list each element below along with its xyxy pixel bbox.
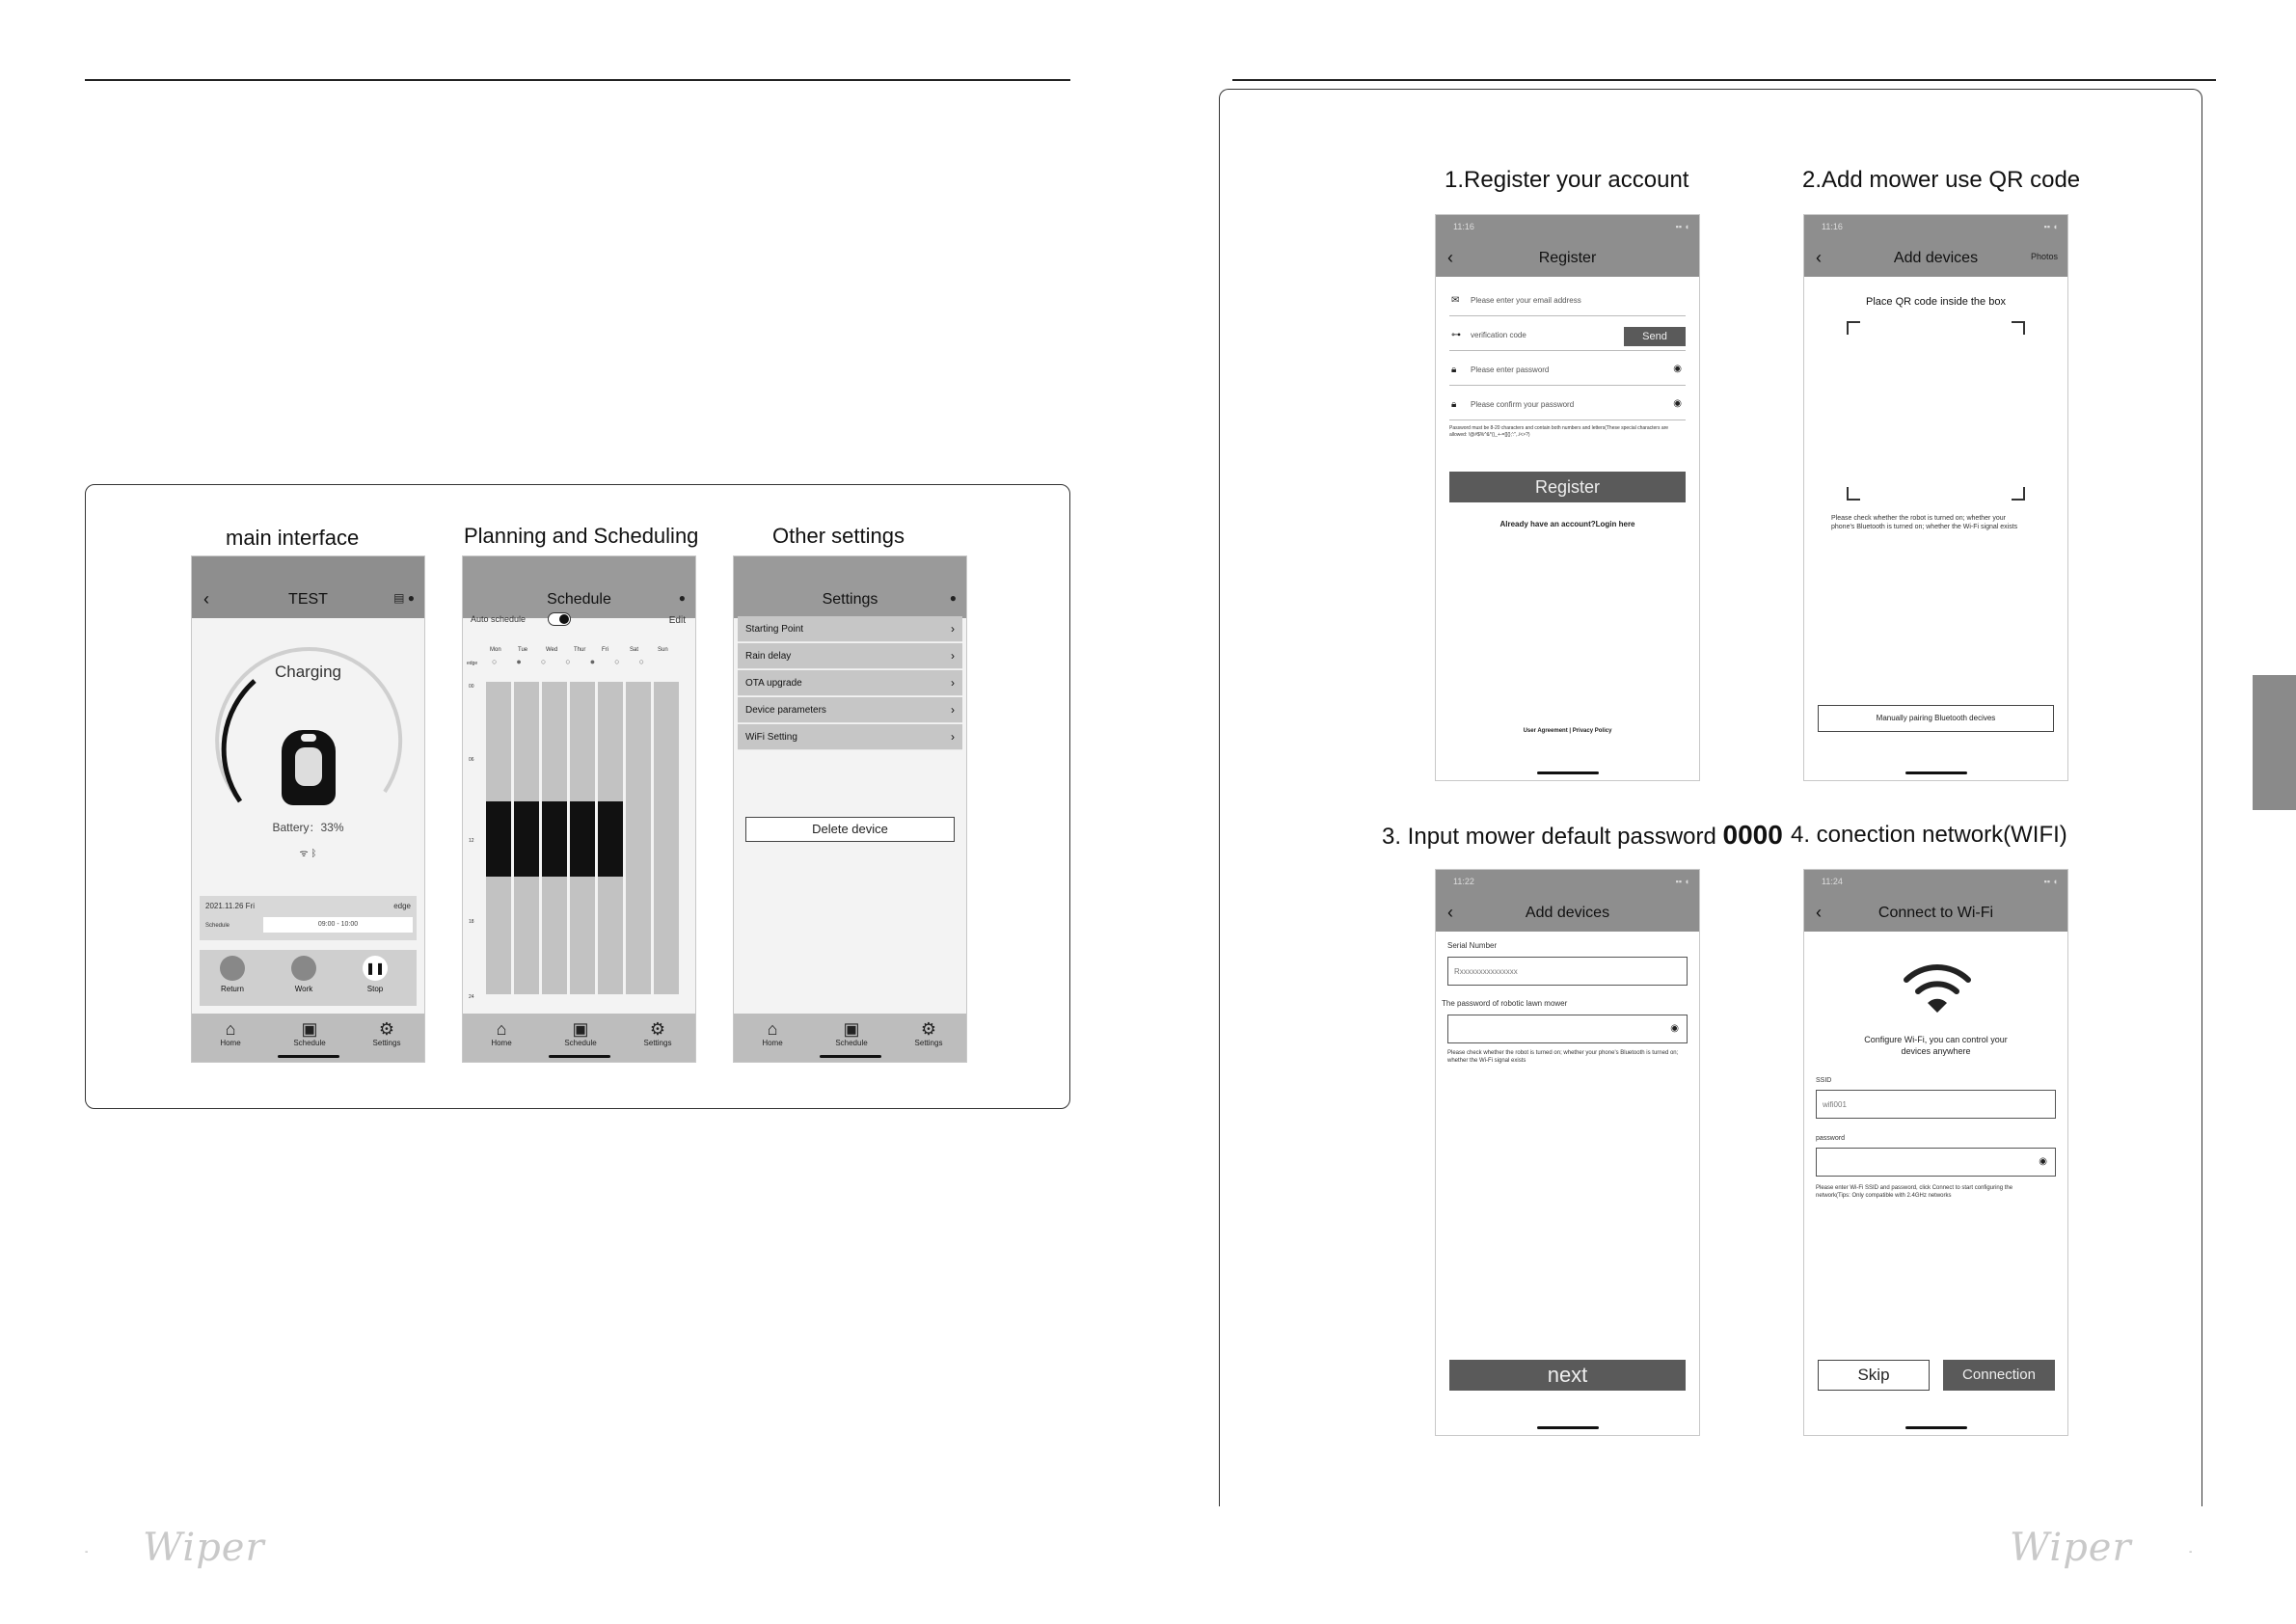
- schedule-label: Schedule: [205, 923, 230, 929]
- charging-status: Charging: [275, 663, 341, 681]
- ssid-label: SSID: [1816, 1077, 1832, 1084]
- hour-18: 18: [469, 919, 474, 925]
- delete-device-button[interactable]: Delete device: [745, 817, 955, 842]
- auto-schedule-toggle[interactable]: [548, 612, 571, 626]
- eye-icon[interactable]: ◉: [1670, 1023, 1679, 1034]
- schedule-column-fri[interactable]: [598, 682, 623, 994]
- lock-icon: 🔒︎: [1451, 399, 1457, 410]
- skip-button[interactable]: Skip: [1818, 1360, 1930, 1391]
- home-indicator: [1537, 1426, 1599, 1429]
- tab-settings[interactable]: ⚙ Settings: [900, 1019, 958, 1047]
- connection-button[interactable]: Connection: [1943, 1360, 2055, 1391]
- qr-frame-corner: [2012, 487, 2025, 501]
- action-bar: [200, 950, 417, 1006]
- phone-schedule: [462, 555, 696, 1063]
- add-device-hint: Please check whether the robot is turned on; whether your phone's Bluetooth is turned on; whether the Wi-Fi signal exists: [1447, 1050, 1679, 1064]
- verification-code-field[interactable]: ⊶ verification code Send: [1449, 321, 1686, 351]
- chevron-right-icon: ›: [951, 730, 955, 744]
- caption-step-3-text: 3. Input mower default password: [1382, 824, 1716, 850]
- phone-settings: [733, 555, 967, 1063]
- key-icon: ⊶: [1451, 330, 1461, 340]
- tab-home[interactable]: ⌂ Home: [743, 1019, 801, 1047]
- next-button[interactable]: next: [1449, 1360, 1686, 1391]
- section-tab-marker: [2253, 675, 2296, 810]
- day-wed: Wed: [546, 647, 558, 653]
- status-bar: [734, 556, 966, 583]
- schedule-time[interactable]: 09:00 - 10:00: [263, 917, 413, 933]
- home-icon: ⌂: [225, 1019, 236, 1039]
- device-title: TEST: [288, 591, 328, 608]
- tab-schedule[interactable]: ▣ Schedule: [552, 1019, 609, 1047]
- schedule-column-sat[interactable]: [626, 682, 651, 994]
- app-header: [1804, 242, 2067, 277]
- left-page-number: -: [85, 1547, 89, 1557]
- back-icon[interactable]: ‹: [1447, 248, 1453, 267]
- day-sat: Sat: [630, 647, 639, 653]
- auto-schedule-label: Auto schedule: [471, 614, 527, 624]
- tab-bar: [463, 1014, 695, 1062]
- work-label: Work: [294, 985, 313, 993]
- home-indicator: [820, 1055, 881, 1058]
- tab-home[interactable]: ⌂ Home: [473, 1019, 530, 1047]
- setting-wifi[interactable]: WiFi Setting ›: [738, 724, 962, 750]
- status-bar: 11:16 ▪▪ ◖: [1436, 215, 1699, 242]
- status-time: 11:16: [1453, 222, 1474, 231]
- home-indicator: [549, 1055, 610, 1058]
- home-indicator: [278, 1055, 339, 1058]
- caption-step-2: 2.Add mower use QR code: [1802, 167, 2081, 193]
- home-indicator: [1905, 771, 1967, 774]
- schedule-column-mon[interactable]: [486, 682, 511, 994]
- back-icon[interactable]: ‹: [1816, 248, 1822, 267]
- confirm-password-field[interactable]: 🔒︎ Please confirm your password ◉: [1449, 391, 1686, 420]
- default-password-value: 0000: [1722, 820, 1783, 850]
- caption-step-1: 1.Register your account: [1445, 167, 1689, 193]
- tab-settings[interactable]: ⚙ Settings: [358, 1019, 416, 1047]
- left-header-rule: [85, 79, 1070, 81]
- schedule-mode: edge: [393, 902, 411, 910]
- status-bar: 11:22 ▪▪ ◖: [1436, 870, 1699, 897]
- status-bar: 11:24 ▪▪ ◖: [1804, 870, 2067, 897]
- wifi-password-input[interactable]: [1816, 1148, 2056, 1177]
- work-button[interactable]: [284, 956, 323, 993]
- app-header: [1804, 897, 2067, 932]
- schedule-column-tue[interactable]: [514, 682, 539, 994]
- home-icon: ⌂: [496, 1019, 507, 1039]
- serial-number-input[interactable]: Rxxxxxxxxxxxxxxx: [1447, 957, 1688, 986]
- login-link[interactable]: Already have an account?Login here: [1499, 520, 1635, 528]
- privacy-policy-link[interactable]: Privacy Policy: [1572, 728, 1612, 734]
- back-icon[interactable]: ‹: [203, 589, 209, 609]
- app-header: [463, 583, 695, 618]
- user-agreement-link[interactable]: User Agreement: [1523, 728, 1568, 734]
- edit-link[interactable]: Edit: [668, 615, 686, 626]
- return-icon: [220, 956, 245, 981]
- lock-icon: 🔒︎: [1451, 365, 1457, 375]
- chevron-right-icon: ›: [951, 703, 955, 717]
- left-logo: Wiper: [143, 1526, 265, 1570]
- eye-icon[interactable]: ◉: [1673, 398, 1682, 409]
- chevron-right-icon: ›: [951, 649, 955, 663]
- caption-planning-scheduling: Planning and Scheduling: [464, 524, 699, 548]
- caption-other-settings: Other settings: [772, 524, 905, 548]
- caption-step-3: [1382, 820, 1783, 851]
- email-icon: ✉: [1451, 295, 1460, 306]
- hour-00: 00: [469, 684, 474, 690]
- status-time: 11:24: [1822, 877, 1843, 886]
- setting-starting-point[interactable]: Starting Point ›: [738, 616, 962, 642]
- home-indicator: [1537, 771, 1599, 774]
- battery-level: Battery：33%: [272, 821, 344, 834]
- tab-bar: [734, 1014, 966, 1062]
- app-header: [192, 583, 424, 618]
- mower-password-input[interactable]: [1447, 1015, 1688, 1043]
- phone-register: [1435, 214, 1700, 781]
- gear-icon: ⚙: [378, 1019, 395, 1039]
- day-mon: Mon: [490, 647, 501, 653]
- return-label: Return: [220, 985, 244, 993]
- home-icon: ⌂: [767, 1019, 778, 1039]
- status-bar: 11:16 ▪▪ ◖: [1804, 215, 2067, 242]
- day-tue: Tue: [518, 647, 528, 653]
- qr-frame-corner: [1847, 321, 1860, 335]
- mower-icon: [282, 730, 336, 805]
- app-header: [734, 583, 966, 618]
- wifi-bluetooth-icons: ᯤ ᛒ: [299, 849, 317, 859]
- phone-main-interface: [191, 555, 425, 1063]
- tab-schedule[interactable]: ▣ Schedule: [823, 1019, 880, 1047]
- photos-link[interactable]: Photos: [2030, 252, 2058, 261]
- status-bar: [463, 556, 695, 583]
- schedule-column-sun[interactable]: [654, 682, 679, 994]
- gear-icon: ⚙: [920, 1019, 937, 1039]
- register-title: Register: [1538, 250, 1597, 266]
- status-time: 11:16: [1822, 222, 1843, 231]
- hour-12: 12: [469, 838, 474, 844]
- help-icon[interactable]: ●: [678, 591, 686, 605]
- caption-step-4: 4. conection network(WIFI): [1791, 822, 2067, 848]
- setting-device-parameters[interactable]: Device parameters ›: [738, 697, 962, 723]
- day-sun: Sun: [658, 647, 668, 653]
- phone-qr-scan: [1803, 214, 2068, 781]
- password-field[interactable]: 🔒︎ Please enter password ◉: [1449, 356, 1686, 386]
- ssid-input[interactable]: wifi001: [1816, 1090, 2056, 1119]
- mower-password-label: The password of robotic lawn mower: [1442, 999, 1568, 1008]
- eye-icon[interactable]: ◉: [1673, 364, 1682, 374]
- setting-ota-upgrade[interactable]: OTA upgrade ›: [738, 670, 962, 696]
- phone-add-devices: [1435, 869, 1700, 1436]
- schedule-column-wed[interactable]: [542, 682, 567, 994]
- app-header: [1436, 897, 1699, 932]
- calendar-icon: ▣: [572, 1019, 589, 1039]
- tab-schedule[interactable]: ▣ Schedule: [281, 1019, 338, 1047]
- work-icon: [291, 956, 316, 981]
- setting-rain-delay[interactable]: Rain delay ›: [738, 643, 962, 669]
- right-header-rule: [1232, 79, 2216, 81]
- right-logo: Wiper: [2010, 1526, 2132, 1570]
- email-field[interactable]: ✉ Please enter your email address: [1449, 286, 1686, 316]
- calendar-icon: ▣: [843, 1019, 860, 1039]
- settings-title: Settings: [822, 591, 878, 608]
- back-icon[interactable]: ‹: [1447, 903, 1453, 922]
- add-devices-title: Add devices: [1893, 250, 1979, 266]
- status-time: 11:22: [1453, 877, 1474, 886]
- right-page-number: -: [2189, 1547, 2193, 1557]
- serial-number-label: Serial Number: [1447, 941, 1498, 950]
- chevron-right-icon: ›: [951, 622, 955, 636]
- stop-button[interactable]: [356, 956, 394, 993]
- send-code-button[interactable]: Send: [1624, 327, 1686, 346]
- gear-icon: ⚙: [649, 1019, 666, 1039]
- register-button[interactable]: Register: [1449, 472, 1686, 502]
- qr-frame-corner: [2012, 321, 2025, 335]
- chevron-right-icon: ›: [951, 676, 955, 690]
- help-icon[interactable]: ●: [949, 591, 957, 605]
- tab-bar: [192, 1014, 424, 1062]
- day-fri: Fri: [602, 647, 608, 653]
- status-bar: [192, 556, 424, 583]
- day-dots[interactable]: ○●○○●○○: [492, 657, 664, 666]
- app-header: [1436, 242, 1699, 277]
- schedule-date: 2021.11.26 Fri: [205, 902, 255, 910]
- tab-home[interactable]: ⌂ Home: [202, 1019, 259, 1047]
- legal-links: User Agreement | Privacy Policy: [1523, 728, 1612, 734]
- qr-hint: Please check whether the robot is turned on; whether your phone's Bluetooth is turned on; whether the Wi-Fi signal exists: [1831, 515, 2018, 530]
- qr-instruction: Place QR code inside the box: [1866, 296, 2006, 308]
- calendar-icon: ▣: [301, 1019, 318, 1039]
- connect-wifi-title: Connect to Wi-Fi: [1877, 905, 1994, 921]
- password-label: password: [1816, 1135, 1845, 1142]
- qr-frame-corner: [1847, 487, 1860, 501]
- hour-24: 24: [469, 994, 474, 1000]
- caption-main-interface: main interface: [226, 526, 360, 550]
- schedule-column-thur[interactable]: [570, 682, 595, 994]
- pause-icon: ❚❚: [363, 956, 388, 981]
- phone-connect-wifi: [1803, 869, 2068, 1436]
- password-rules: Password must be 8-20 characters and contain both numbers and letters(These special characters are allowed: !@#$%^&*()_+-=[]{};':",./<>?): [1449, 425, 1669, 438]
- wifi-hint: Please enter Wi-Fi SSID and password, click Connect to start configuring the network(Tips: Only compatible with 2.4GHz networks: [1816, 1185, 2013, 1199]
- mode-label: edge: [467, 661, 478, 666]
- eye-icon[interactable]: ◉: [2039, 1156, 2047, 1167]
- header-icons[interactable]: ▤ ●: [393, 591, 415, 605]
- manual-pairing-button[interactable]: Manually pairing Bluetooth decives: [1818, 705, 2054, 732]
- stop-label: Stop: [366, 985, 384, 993]
- schedule-title: Schedule: [547, 591, 611, 608]
- schedule-card: [200, 896, 417, 940]
- return-button[interactable]: [213, 956, 252, 993]
- wifi-description: Configure Wi-Fi, you can control your devices anywhere: [1864, 1035, 2008, 1056]
- hour-06: 06: [469, 757, 474, 763]
- day-thur: Thur: [574, 647, 586, 653]
- home-indicator: [1905, 1426, 1967, 1429]
- day-header: [490, 645, 692, 674]
- back-icon[interactable]: ‹: [1816, 903, 1822, 922]
- add-devices-title: Add devices: [1525, 905, 1610, 921]
- wifi-icon: [1901, 959, 1974, 1016]
- tab-settings[interactable]: ⚙ Settings: [629, 1019, 687, 1047]
